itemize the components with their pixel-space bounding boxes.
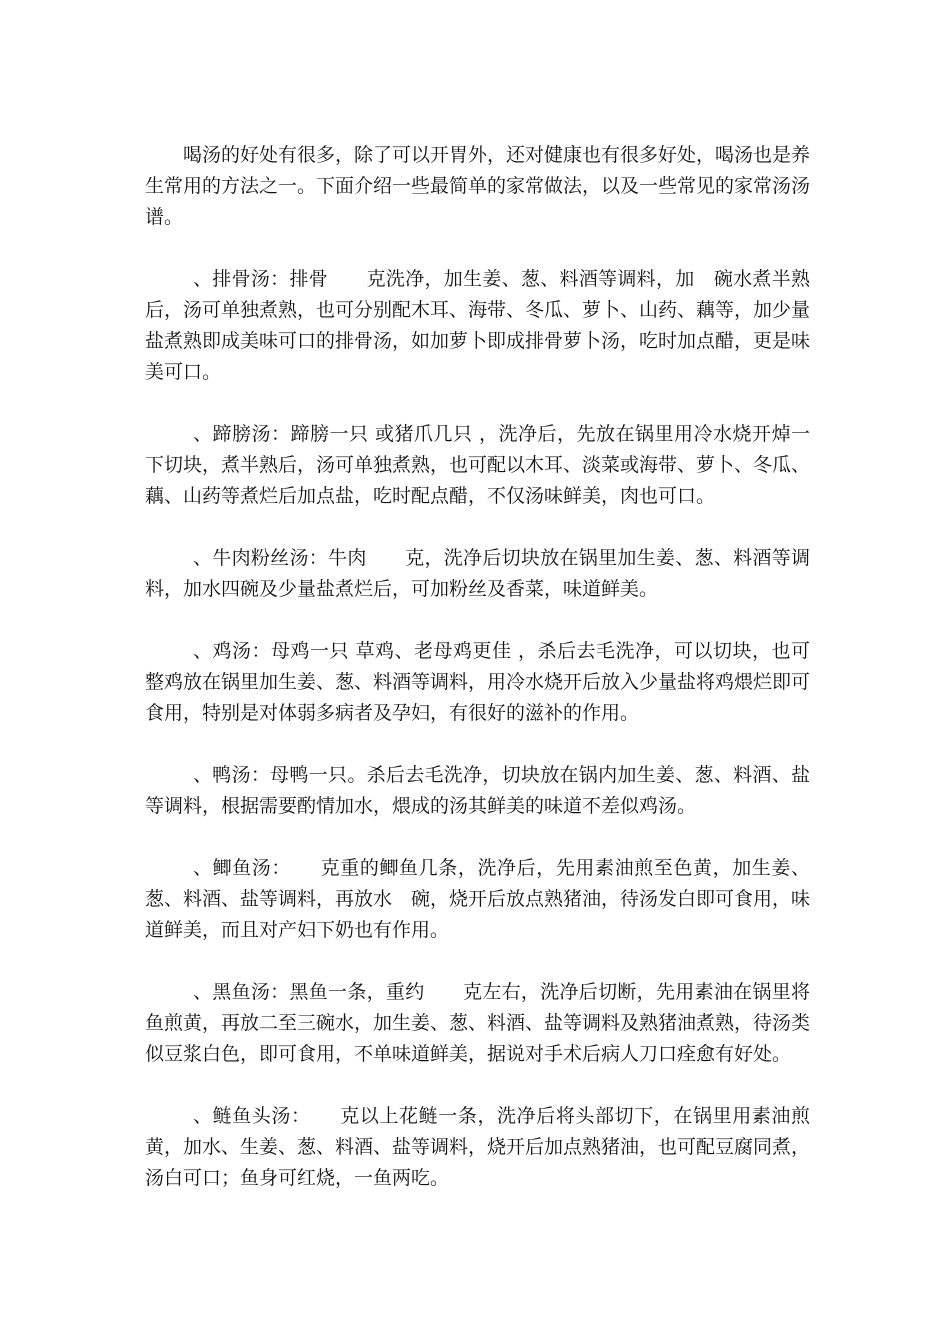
section-duck-soup: 、鸭汤：母鸭一只。杀后去毛洗净，切块放在锅内加生姜、葱、料酒、盐等调料，根据需要酌情加水，煨成的汤其鲜美的味道不差似鸡汤。 bbox=[145, 764, 810, 817]
section-chicken-soup: 、鸡汤：母鸡一只 草鸡、老母鸡更佳 ，杀后去毛洗净，可以切块，也可整鸡放在锅里加生姜、葱、料酒等调料，用冷水烧开后放入少量盐将鸡煨烂即可食用，特别是对体弱多病者及孕妇，有很好的滋补的作用。 bbox=[145, 640, 811, 724]
intro-paragraph: 喝汤的好处有很多，除了可以开胃外，还对健康也有很多好处，喝汤也是养生常用的方法之一。下面介绍一些最简单的家常做法，以及一些常见的家常汤汤谱。 bbox=[145, 144, 811, 228]
paragraph-spacer bbox=[145, 233, 810, 264]
section-pork-hock-soup: 、蹄膀汤：蹄膀一只 或猪爪几只 ，洗净后，先放在锅里用冷水烧开焯一下切块，煮半熟后，汤可单独煮熟，也可配以木耳、淡菜或海带、萝卜、冬瓜、藕、山药等煮烂后加点盐，吃时配点醋，不仅汤味鲜美，肉也可口。 bbox=[145, 423, 811, 507]
paragraph-spacer bbox=[145, 388, 810, 419]
section-pork-ribs-soup: 、排骨汤：排骨 克洗净，加生姜、葱、料酒等调料，加 碗水煮半熟后，汤可单独煮熟，也可分别配木耳、海带、冬瓜、萝卜、山药、藕等，加少量盐煮熟即成美味可口的排骨汤，如加萝卜即成排骨萝卜汤，吃时加点醋，更是味美可口。 bbox=[145, 268, 811, 383]
paragraph-spacer bbox=[145, 822, 810, 853]
section-beef-vermicelli-soup: 、牛肉粉丝汤：牛肉 克，洗净后切块放在锅里加生姜、葱、料酒等调料，加水四碗及少量盐煮烂后，可加粉丝及香菜，味道鲜美。 bbox=[145, 547, 810, 600]
section-bighead-carp-head-soup: 、鲢鱼头汤： 克以上花鲢一条，洗净后将头部切下，在锅里用素油煎黄，加水、生姜、葱、料酒、盐等调料，烧开后加点熟猪油，也可配豆腐同煮，汤白可口；鱼身可红烧，一鱼两吃。 bbox=[145, 1105, 811, 1189]
paragraph-spacer bbox=[145, 1070, 810, 1101]
paragraph-spacer bbox=[145, 512, 810, 543]
paragraph-spacer bbox=[145, 729, 810, 760]
section-snakehead-fish-soup: 、黑鱼汤：黑鱼一条，重约 克左右，洗净后切断，先用素油在锅里将鱼煎黄，再放二至三碗水，加生姜、葱、料酒、盐等调料及熟猪油煮熟，待汤类似豆浆白色，即可食用，不单味道鲜美，据说对手术后病人刀口痊愈有好处。 bbox=[145, 981, 811, 1065]
paragraph-spacer bbox=[145, 946, 810, 977]
section-crucian-carp-soup: 、鲫鱼汤： 克重的鲫鱼几条，洗净后，先用素油煎至色黄，加生姜、葱、料酒、盐等调料，再放水 碗，烧开后放点熟猪油，待汤发白即可食用，味道鲜美，而且对产妇下奶也有作用。 bbox=[145, 857, 811, 941]
document-body bbox=[145, 140, 810, 1194]
paragraph-spacer bbox=[145, 605, 810, 636]
